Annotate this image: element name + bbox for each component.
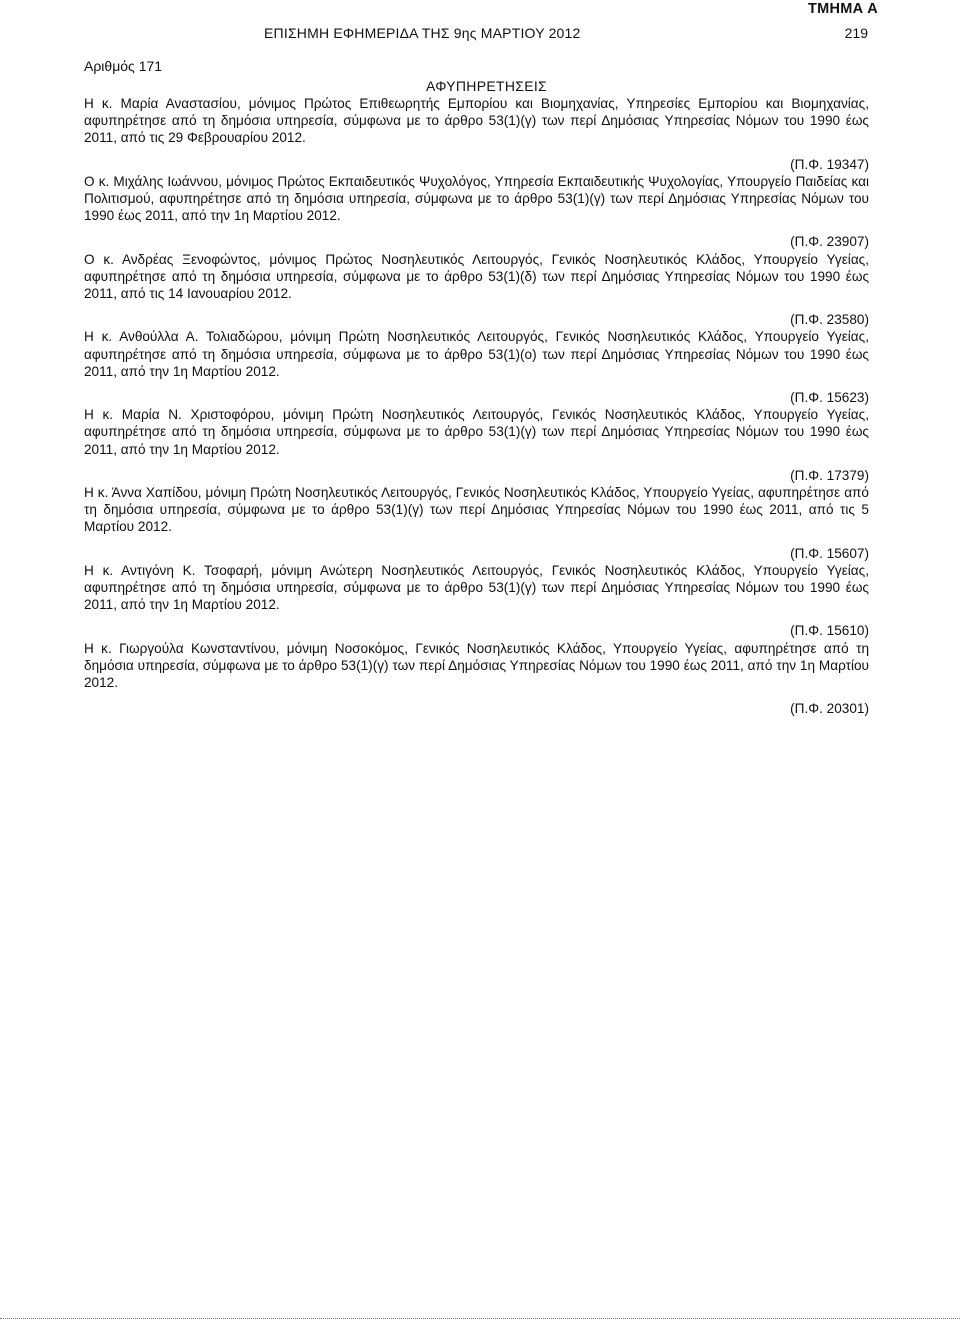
entry-reference: (Π.Φ. 19347) — [790, 156, 869, 172]
entry-reference: (Π.Φ. 15607) — [790, 545, 869, 561]
entry-reference: (Π.Φ. 23580) — [790, 312, 869, 328]
page-bottom-divider — [0, 1318, 960, 1319]
entry-reference: (Π.Φ. 15623) — [790, 390, 869, 406]
entry-text: Η κ. Μαρία Ν. Χριστοφόρου, μόνιμη Πρώτη Νοσηλευτικός Λειτουργός, Γενικός Νοσηλευτικός Κλάδος, Υπουργείο Υγείας, αφυπηρέτησε από τη δημόσια υπηρεσία, σύμφωνα με το άρθρο 53(1)(γ) των περί Δημόσιας Υπηρεσίας Νόμων του 1990 έως 2011, από την 1η Μαρτίου 2012. — [84, 407, 869, 457]
issue-number: Αριθμός 171 — [84, 58, 163, 74]
page-number: 219 — [844, 25, 868, 41]
entry-reference: (Π.Φ. 15610) — [790, 623, 869, 639]
entry-text: Η κ. Ανθούλλα Α. Τολιαδώρου, μόνιμη Πρώτη Νοσηλευτικός Λειτουργός, Γενικός Νοσηλευτικός Κλάδος, Υπουργείο Υγείας, αφυπηρέτησε από τη δημόσια υπηρεσία, σύμφωνα με το άρθρο 53(1)(ο) των περί Δημόσιας Υπηρεσίας Νόμων του 1990 έως 2011, από την 1η Μαρτίου 2012. — [84, 329, 869, 379]
retirement-entry — [84, 406, 869, 484]
retirement-entry — [84, 328, 869, 406]
entry-text: Ο κ. Ανδρέας Ξενοφώντος, μόνιμος Πρώτος Νοσηλευτικός Λειτουργός, Γενικός Νοσηλευτικός Κλάδος, Υπουργείο Υγείας, αφυπηρέτησε από τη δημόσια υπηρεσία, σύμφωνα με το άρθρο 53(1)(δ) των περί Δημόσιας Υπηρεσίας Νόμων του 1990 έως 2011, από τις 14 Ιανουαρίου 2012. — [84, 251, 869, 302]
retirement-entry — [84, 640, 869, 718]
entry-text: Ο κ. Μιχάλης Ιωάννου, μόνιμος Πρώτος Εκπαιδευτικός Ψυχολόγος, Υπηρεσία Εκπαιδευτικής Ψυχολογίας, Υπουργείο Παιδείας και Πολιτισμού, αφυπηρέτησε από τη δημόσια υπηρεσία, σύμφωνα με το άρθρο 53(1)(γ) των περί Δημόσιας Υπηρεσίας Νόμων του 1990 έως 2011, από την 1η Μαρτίου 2012. — [84, 173, 869, 224]
entry-reference: (Π.Φ. 20301) — [790, 701, 869, 717]
entry-text: Η κ. Αντιγόνη Κ. Τσοφαρή, μόνιμη Ανώτερη Νοσηλευτικός Λειτουργός, Γενικός Νοσηλευτικός Κλάδος, Υπουργείο Υγείας, αφυπηρέτησε από τη δημόσια υπηρεσία, σύμφωνα με το άρθρο 53(1)(γ) των περί Δημόσιας Υπηρεσίας Νόμων του 1990 έως 2011, από την 1η Μαρτίου 2012. — [84, 562, 869, 613]
entry-reference: (Π.Φ. 17379) — [790, 467, 869, 483]
gazette-title: ΕΠΙΣΗΜΗ ΕΦΗΜΕΡΙΔΑ ΤΗΣ 9ης ΜΑΡΤΙΟΥ 2012 — [264, 25, 581, 41]
retirement-entry — [84, 484, 869, 562]
section-heading: ΑΦΥΠΗΡΕΤΗΣΕΙΣ — [426, 78, 547, 94]
entry-text: Η κ. Γιωργούλα Κωνσταντίνου, μόνιμη Νοσοκόμος, Γενικός Νοσηλευτικός Κλάδος, Υπουργείο Υγείας, αφυπηρέτησε από τη δημόσια υπηρεσία, σύμφωνα με το άρθρο 53(1)(γ) των περί Δημόσιας Υπηρεσίας Νόμων του 1990 έως 2011, από την 1η Μαρτίου 2012. — [84, 640, 869, 691]
entry-text: Η κ. Άννα Χαπίδου, μόνιμη Πρώτη Νοσηλευτικός Λειτουργός, Γενικός Νοσηλευτικός Κλάδος, Υπουργείο Υγείας, αφυπηρέτησε από τη δημόσια υπηρεσία, σύμφωνα με το άρθρο 53(1)(γ) των περί Δημόσιας Υπηρεσίας Νόμων του 1990 έως 2011, από τις 5 Μαρτίου 2012. — [84, 485, 869, 535]
retirements-list — [84, 95, 869, 718]
section-label: ΤΜΗΜΑ Α — [807, 1, 878, 17]
retirement-entry — [84, 173, 869, 251]
entry-text: Η κ. Μαρία Αναστασίου, μόνιμος Πρώτος Επιθεωρητής Εμπορίου και Βιομηχανίας, Υπηρεσίες Εμπορίου και Βιομηχανίας, αφυπηρέτησε από τη δημόσια υπηρεσία, σύμφωνα με το άρθρο 53(1)(γ) των περί Δημόσιας Υπηρεσίας Νόμων του 1990 έως 2011, από τις 29 Φεβρουαρίου 2012. — [84, 96, 869, 146]
retirement-entry — [84, 562, 869, 640]
entry-reference: (Π.Φ. 23907) — [790, 234, 869, 250]
retirement-entry — [84, 251, 869, 329]
retirement-entry — [84, 95, 869, 173]
